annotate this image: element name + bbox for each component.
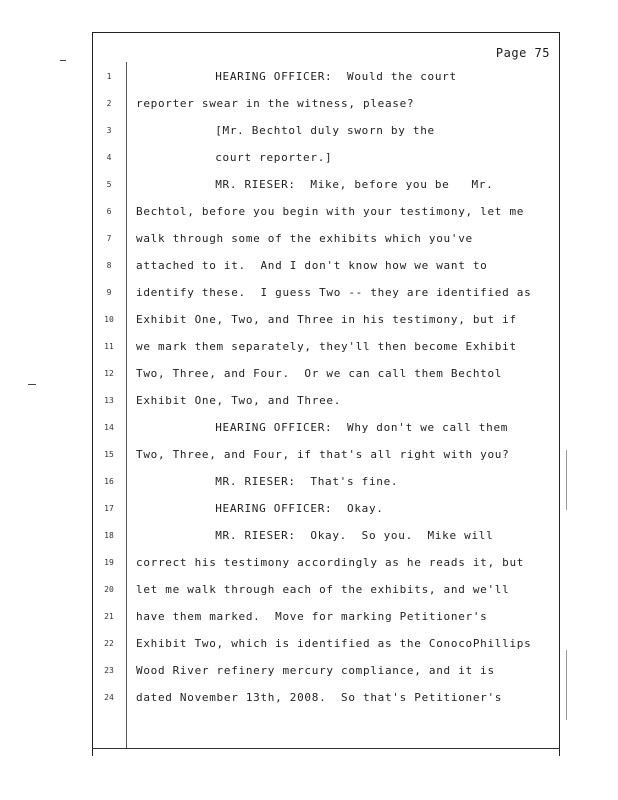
transcript-line: dated November 13th, 2008. So that's Petitioner's: [136, 691, 503, 704]
transcript-line: Two, Three, and Four, if that's all right with you?: [136, 448, 510, 461]
transcript-line: attached to it. And I don't know how we want to: [136, 259, 488, 272]
line-number: 9: [106, 288, 112, 297]
transcript-line: HEARING OFFICER: Okay.: [215, 502, 384, 515]
line-number: 11: [104, 342, 114, 351]
transcript-line: Bechtol, before you begin with your testimony, let me: [136, 205, 525, 218]
line-number: 8: [106, 261, 112, 270]
line-number: 14: [104, 423, 114, 432]
scan-mark: [566, 650, 567, 720]
transcript-line: MR. RIESER: Mike, before you be Mr.: [215, 178, 494, 191]
transcript-line: HEARING OFFICER: Why don't we call them: [215, 421, 509, 434]
line-number: 18: [104, 531, 114, 540]
transcript-line: Wood River refinery mercury compliance, and it is: [136, 664, 495, 677]
transcript-line: Two, Three, and Four. Or we can call them Bechtol: [136, 367, 503, 380]
transcript-line: Exhibit Two, which is identified as the ConocoPhillips: [136, 637, 532, 650]
line-number: 13: [104, 396, 114, 405]
line-number: 2: [106, 99, 112, 108]
line-number: 19: [104, 558, 114, 567]
line-number: 1: [106, 72, 112, 81]
line-number: 23: [104, 666, 114, 675]
transcript-line: MR. RIESER: Okay. So you. Mike will: [215, 529, 494, 542]
margin-rule: [126, 62, 127, 748]
transcript-line: we mark them separately, they'll then become Exhibit: [136, 340, 517, 353]
line-number: 7: [106, 234, 112, 243]
scan-mark: [566, 450, 567, 510]
line-number: 4: [106, 153, 112, 162]
line-number: 3: [106, 126, 112, 135]
line-number: 20: [104, 585, 114, 594]
scan-mark: [28, 384, 36, 385]
transcript-line: court reporter.]: [215, 151, 333, 164]
transcript-line: identify these. I guess Two -- they are identified as: [136, 286, 532, 299]
transcript-line: correct his testimony accordingly as he reads it, but: [136, 556, 525, 569]
transcript-line: HEARING OFFICER: Would the court: [215, 70, 457, 83]
transcript-line: walk through some of the exhibits which you've: [136, 232, 473, 245]
transcript-line: let me walk through each of the exhibits, and we'll: [136, 583, 510, 596]
page-number: Page 75: [495, 46, 550, 60]
bottom-rule: [92, 748, 560, 749]
line-number: 16: [104, 477, 114, 486]
line-number: 17: [104, 504, 114, 513]
line-number: 21: [104, 612, 114, 621]
line-number: 5: [106, 180, 112, 189]
line-number: 6: [106, 207, 112, 216]
line-number: 10: [104, 315, 114, 324]
line-number: 22: [104, 639, 114, 648]
transcript-line: have them marked. Move for marking Petitioner's: [136, 610, 488, 623]
transcript-line: Exhibit One, Two, and Three.: [136, 394, 342, 407]
transcript-line: [Mr. Bechtol duly sworn by the: [215, 124, 435, 137]
line-number: 15: [104, 450, 114, 459]
transcript-line: reporter swear in the witness, please?: [136, 97, 415, 110]
transcript-line: Exhibit One, Two, and Three in his testimony, but if: [136, 313, 517, 326]
line-number: 12: [104, 369, 114, 378]
transcript-line: MR. RIESER: That's fine.: [215, 475, 399, 488]
line-number: 24: [104, 693, 114, 702]
scan-mark: [60, 60, 66, 61]
